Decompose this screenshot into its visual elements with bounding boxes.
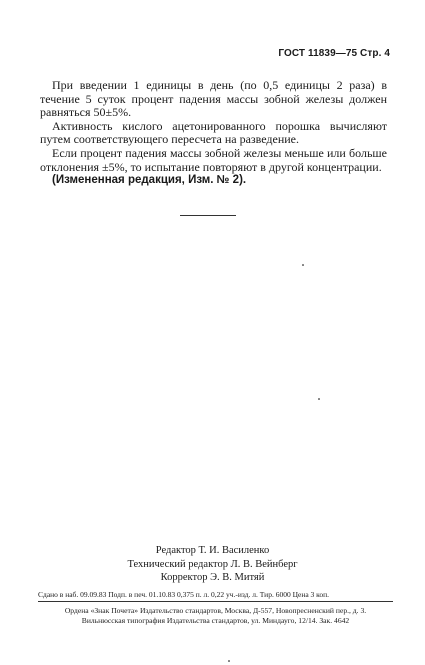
amendment-note: (Измененная редакция, Изм. № 2).	[52, 174, 247, 187]
page-header: ГОСТ 11839—75 Стр. 4	[278, 48, 390, 59]
credits-block	[0, 544, 425, 585]
print-speck	[228, 660, 230, 662]
print-imprint: Сдано в наб. 09.09.83 Подп. в печ. 01.10.83 0,375 п. л. 0,22 уч.-изд. л. Тир. 6000 Цена 3 коп.	[38, 590, 330, 599]
editor-credit: Редактор Т. И. Василенко	[155, 545, 270, 556]
print-speck	[318, 398, 320, 400]
printer-line: Вильнюсская типография Издательства стандартов, ул. Миндауго, 12/14. Зак. 4642	[81, 616, 350, 625]
tech-editor-credit: Технический редактор Л. В. Вейнберг	[127, 558, 298, 570]
paragraph-dosage: При введении 1 единицы в день (по 0,5 единицы 2 раза) в течение 5 суток процент падения массы зобной железы должен равняться 50±5%.	[40, 78, 387, 120]
paragraph-activity: Активность кислого ацетонированного порошка вычисляют путем соответствующего пересчета на разведение.	[40, 118, 387, 147]
main-text	[40, 79, 387, 188]
proofreader-credit: Корректор Э. В. Митяй	[160, 572, 265, 583]
section-end-rule	[180, 215, 236, 216]
footer-separator	[38, 601, 393, 602]
print-speck	[302, 264, 304, 266]
publisher-line: Ордена «Знак Почета» Издательство стандартов, Москва, Д-557, Новопресненский пер., д. 3.	[64, 606, 367, 615]
paragraph-deviation: Если процент падения массы зобной железы меньше или больше отклонения ±5%, то испытание повторяют в другой концентрации.	[40, 145, 387, 174]
publisher-footer	[38, 606, 393, 626]
